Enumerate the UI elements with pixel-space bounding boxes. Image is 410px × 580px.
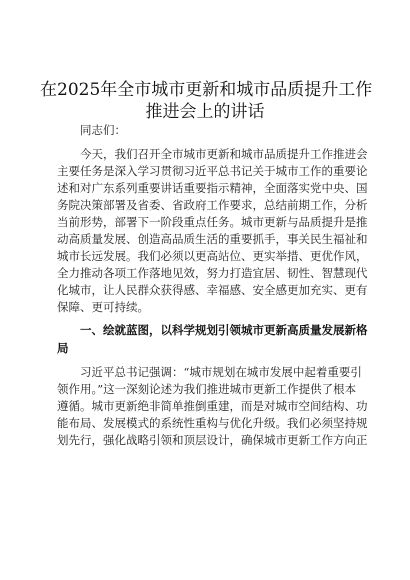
paragraph1-line: 化城市，让人民群众获得感、幸福感、安全感更加充实、更有 xyxy=(57,283,368,297)
paragraph1-line: 动高质量发展、创造高品质生活的重要抓手，事关民生福祉和 xyxy=(57,232,368,246)
paragraph1-line: 保障、更可持续。 xyxy=(57,300,149,314)
paragraph2-line: 领作用。”这一深刻论述为我们推进城市更新工作提供了根本 xyxy=(57,382,357,396)
paragraph1-line: 当前形势，部署下一阶段重点任务。城市更新与品质提升是推 xyxy=(57,215,368,229)
paragraph1-line: 主要任务是深入学习贯彻习近平总书记关于城市工作的重要论 xyxy=(57,164,368,178)
paragraph1-line: 城市长远发展。我们必须以更高站位、更实举措、更优作风， xyxy=(57,249,368,263)
paragraph2-line: 划先行，强化战略引领和顶层设计，确保城市更新工作方向正 xyxy=(57,433,368,447)
section-heading-line: 局 xyxy=(57,341,69,355)
paragraph1-line: 述和对广东系列重要讲话重要指示精神，全面落实党中央、国 xyxy=(57,181,368,195)
paragraph1-line: 务院决策部署及省委、省政府工作要求，总结前期工作，分析 xyxy=(57,198,368,212)
paragraph1-line: 今天，我们召开全市城市更新和城市品质提升工作推进会 xyxy=(80,147,368,161)
section-heading-line: 一、绘就蓝图，以科学规划引领城市更新高质量发展新格 xyxy=(80,323,368,337)
paragraph1-line: 全力推动各项工作落地见效，努力打造宜居、韧性、智慧现代 xyxy=(57,266,368,280)
document-title-line-1: 在2025年全市城市更新和城市品质提升工作 xyxy=(40,80,373,100)
paragraph2-line: 能布局、发展模式的系统性重构与优化升级。我们必须坚持规 xyxy=(57,416,368,430)
salutation: 同志们： xyxy=(80,123,126,137)
paragraph2-line: 遵循。城市更新绝非简单推倒重建，而是对城市空间结构、功 xyxy=(57,399,368,413)
paragraph2-line: 习近平总书记强调：“城市规划在城市发展中起着重要引 xyxy=(80,365,362,379)
document-title-line-2: 推进会上的讲话 xyxy=(145,102,265,122)
